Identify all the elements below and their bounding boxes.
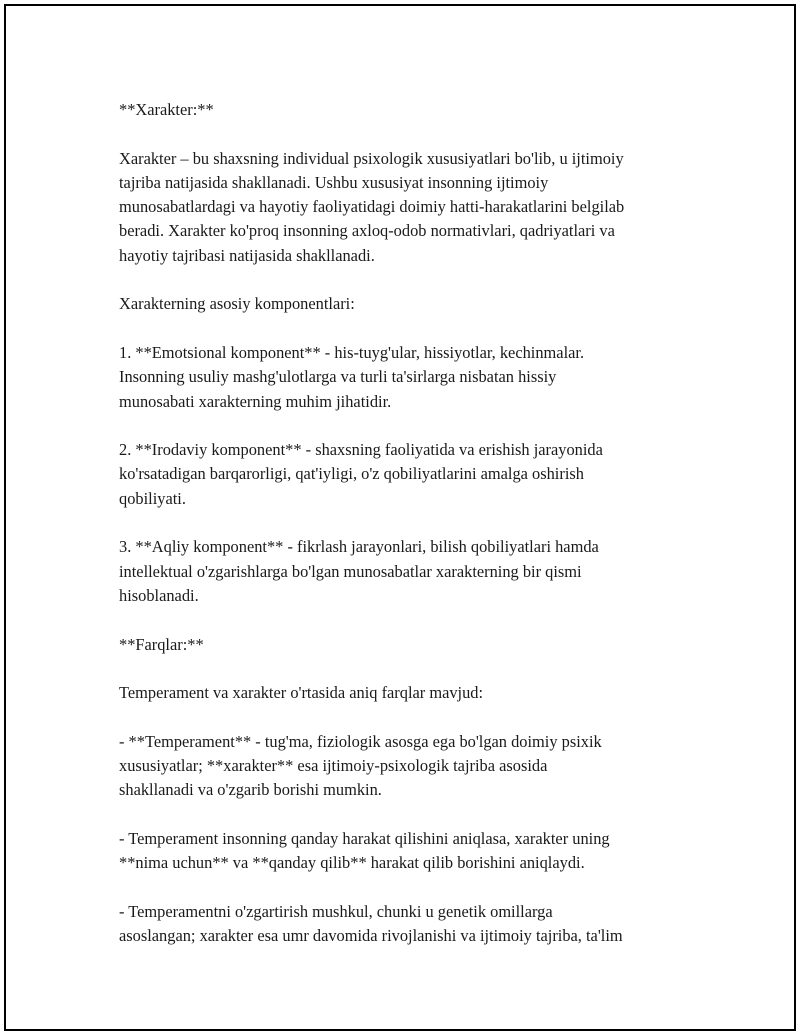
component-3-paragraph — [119, 535, 679, 608]
difference-1-line: xususiyatlar; **xarakter** esa ijtimoiy-psixologik tajriba asosida — [119, 756, 548, 776]
components-heading-text: Xarakterning asosiy komponentlari: — [119, 294, 355, 314]
component-1-line: munosabati xarakterning muhim jihatidir. — [119, 391, 392, 411]
difference-3-line: - Temperamentni o'zgartirish mushkul, chunki u genetik omillarga — [119, 901, 553, 921]
intro-line: hayotiy tajribasi natijasida shakllanadi. — [119, 245, 375, 265]
difference-1-line: shakllanadi va o'zgarib borishi mumkin. — [119, 780, 382, 800]
heading-farqlar-text: **Farqlar:** — [119, 634, 204, 654]
page-frame — [4, 4, 796, 1031]
document-body — [119, 98, 679, 973]
component-1-line: Insonning usuliy mashg'ulotlarga va turli ta'sirlarga nisbatan hissiy — [119, 367, 557, 387]
intro-line: munosabatlardagi va hayotiy faoliyatidagi doimiy hatti-harakatlarini belgilab — [119, 197, 625, 217]
component-2-paragraph — [119, 438, 679, 511]
difference-3-paragraph — [119, 900, 679, 949]
component-1-line: 1. **Emotsional komponent** - his-tuyg'ular, hissiyotlar, kechinmalar. — [119, 342, 585, 362]
difference-1-line: - **Temperament** - tug'ma, fiziologik asosga ega bo'lgan doimiy psixik — [119, 731, 602, 751]
component-3-line: intellektual o'zgarishlarga bo'lgan munosabatlar xarakterning bir qismi — [119, 561, 582, 581]
component-2-line: 2. **Irodaviy komponent** - shaxsning faoliyatida va erishish jarayonida — [119, 440, 603, 460]
difference-3-line: asoslangan; xarakter esa umr davomida rivojlanishi va ijtimoiy tajriba, ta'lim — [119, 926, 623, 946]
components-heading — [119, 292, 679, 316]
differences-intro-text: Temperament va xarakter o'rtasida aniq farqlar mavjud: — [119, 683, 484, 703]
differences-intro — [119, 681, 679, 705]
component-2-line: ko'rsatadigan barqarorligi, qat'iyligi, o'z qobiliyatlarini amalga oshirish — [119, 464, 584, 484]
difference-2-line: **nima uchun** va **qanday qilib** harakat qilib borishini aniqlaydi. — [119, 853, 585, 873]
intro-paragraph — [119, 147, 679, 268]
difference-2-line: - Temperament insonning qanday harakat qilishini aniqlasa, xarakter uning — [119, 828, 610, 848]
component-3-line: hisoblanadi. — [119, 585, 199, 605]
difference-1-paragraph — [119, 730, 679, 803]
intro-line: tajriba natijasida shakllanadi. Ushbu xususiyat insonning ijtimoiy — [119, 172, 549, 192]
heading-farqlar — [119, 633, 679, 657]
component-1-paragraph — [119, 341, 679, 414]
heading-xarakter-text: **Xarakter:** — [119, 100, 214, 119]
intro-line: beradi. Xarakter ko'proq insonning axloq-odob normativlari, qadriyatlari va — [119, 221, 615, 241]
heading-xarakter — [119, 98, 679, 122]
component-2-line: qobiliyati. — [119, 488, 186, 508]
intro-line: Xarakter – bu shaxsning individual psixologik xususiyatlari bo'lib, u ijtimoiy — [119, 148, 624, 168]
difference-2-paragraph — [119, 827, 679, 876]
component-3-line: 3. **Aqliy komponent** - fikrlash jarayonlari, bilish qobiliyatlari hamda — [119, 537, 599, 557]
